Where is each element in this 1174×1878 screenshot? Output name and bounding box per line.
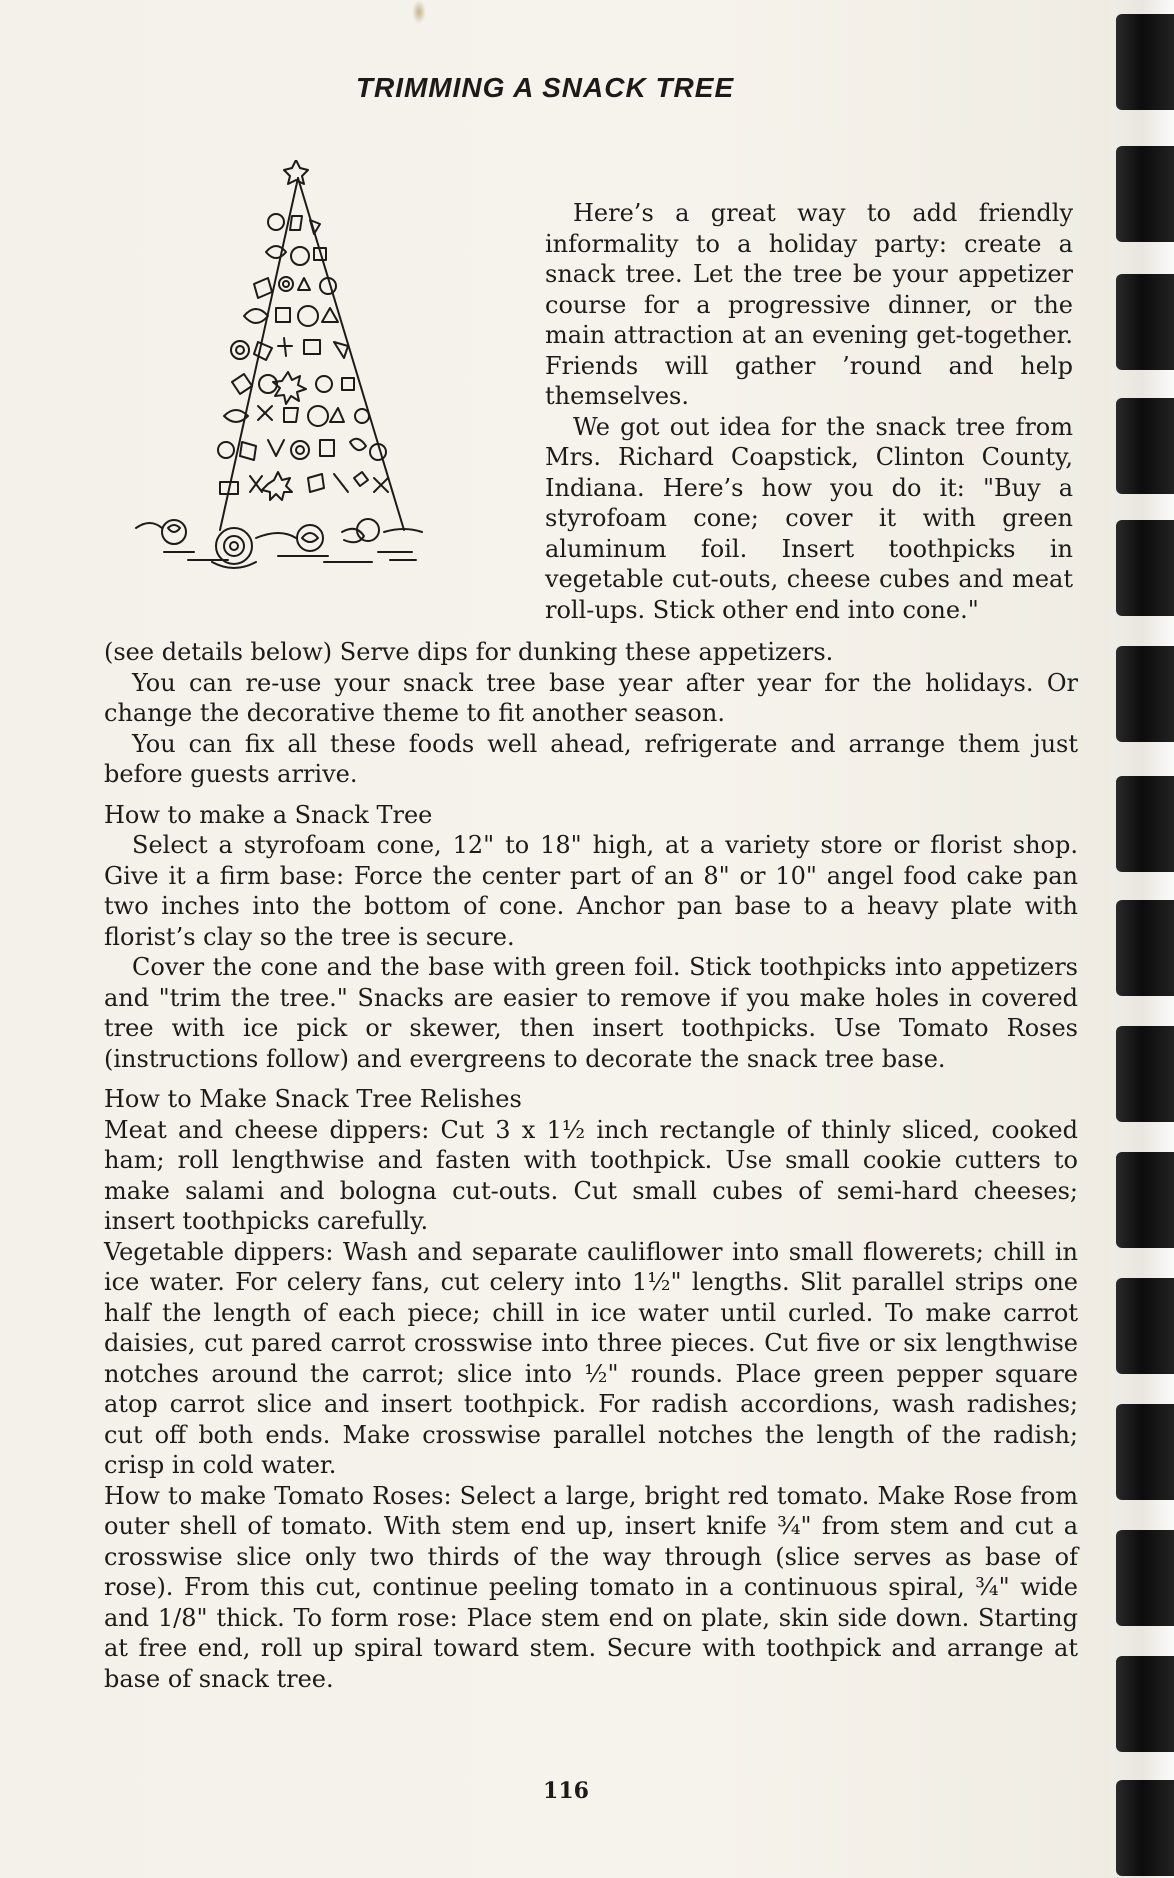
binding-ring: [1116, 1026, 1174, 1122]
snack-tree-illustration: [128, 160, 488, 620]
binding-ring: [1116, 900, 1174, 996]
section1-paragraph-1: Select a styrofoam cone, 12" to 18" high, at a variety store or florist shop. Give it a firm base: Force the center part of an 8" or 10" angel food cake pan two inches into the bottom of cone. Anchor pan base to a heavy plate with florist’s clay so the tree is secure.: [104, 831, 1078, 951]
binding-ring: [1116, 776, 1174, 872]
intro-paragraph-4: You can fix all these foods well ahead, refrigerate and arrange them just before guests arrive.: [104, 729, 1078, 788]
binding-ring: [1116, 646, 1174, 742]
binding-ring: [1116, 1278, 1174, 1374]
binding-ring: [1116, 14, 1174, 110]
binding-ring: [1116, 1656, 1174, 1752]
binding-ring: [1116, 1780, 1174, 1876]
binding-ring: [1116, 274, 1174, 370]
binding-ring: [1116, 398, 1174, 494]
intro-column: [545, 198, 1073, 625]
section2-paragraph-2: Vegetable dippers: Wash and separate cauliflower into small flowerets; chill in ice water. For celery fans, cut celery into 1½" lengths. Slit parallel strips one half the length of each piece; chill in ice water until curled. To make carrot daisies, cut pared carrot crosswise into three pieces. Cut five or six lengthwise notches around the carrot; slice into ½" rounds. Place green pepper square atop carrot slice and insert toothpick. For radish accordions, wash radishes; cut off both ends. Make crosswise parallel notches the length of the radish; crisp in cold water.: [104, 1237, 1078, 1479]
section-heading-relishes: How to Make Snack Tree Relishes: [104, 1085, 522, 1113]
main-column: [104, 637, 1078, 1694]
paper-stain: [412, 0, 426, 24]
intro-paragraph-2: We got out idea for the snack tree from Mrs. Richard Coapstick, Clinton County, Indiana. Here’s how you do it: "Buy a styrofoam cone; cover it with green aluminum foil. Insert toothpicks in vegetable cut-outs, cheese cubes and meat roll-ups. Stick other end into cone.": [545, 412, 1073, 624]
page-title: TRIMMING A SNACK TREE: [355, 72, 735, 103]
intro-paragraph-2-continued: (see details below) Serve dips for dunking these appetizers.: [104, 638, 834, 666]
section2-paragraph-3: How to make Tomato Roses: Select a large, bright red tomato. Make Rose from outer shell of tomato. With stem end up, insert knife ¾" from stem and cut a crosswise slice only two thirds of the way through (slice serves as base of rose). From this cut, continue peeling tomato in a continuous spiral, ¾" wide and 1/8" thick. To form rose: Place stem end on plate, skin side down. Starting at free end, roll up spiral toward stem. Secure with toothpick and arrange at base of snack tree.: [104, 1481, 1078, 1693]
section-heading-snack-tree: How to make a Snack Tree: [104, 800, 433, 829]
page-number: 116: [543, 1778, 589, 1804]
binding-ring: [1116, 146, 1174, 242]
binding-ring: [1116, 520, 1174, 616]
intro-paragraph-1: Here’s a great way to add friendly informality to a holiday party: create a snack tree. Let the tree be your appetizer course for a progressive dinner, or the main attraction at an evening get-together. Friends will gather ’round and help themselves.: [545, 199, 1073, 410]
spiral-binding: [1110, 0, 1174, 1878]
binding-ring: [1116, 1152, 1174, 1248]
section2-paragraph-1: Meat and cheese dippers: Cut 3 x 1½ inch rectangle of thinly sliced, cooked ham; roll lengthwise and fasten with toothpick. Use small cookie cutters to make salami and bologna cut-outs. Cut small cubes of semi-hard cheeses; insert toothpicks carefully.: [104, 1115, 1078, 1235]
section1-paragraph-2: Cover the cone and the base with green foil. Stick toothpicks into appetizers and "trim the tree." Snacks are easier to remove if you make holes in covered tree with ice pick or skewer, then insert toothpicks. Use Tomato Roses (instructions follow) and evergreens to decorate the snack tree base.: [104, 953, 1078, 1073]
binding-ring: [1116, 1530, 1174, 1626]
binding-ring: [1116, 1404, 1174, 1500]
intro-paragraph-3: You can re-use your snack tree base year after year for the holidays. Or change the decorative theme to fit another season.: [104, 668, 1078, 727]
